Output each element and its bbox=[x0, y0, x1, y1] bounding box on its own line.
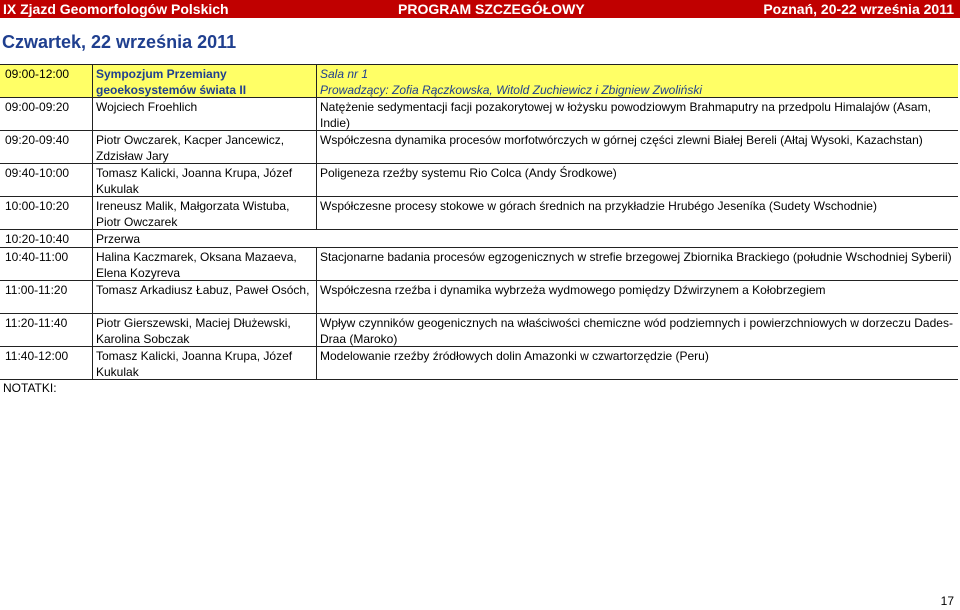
column-divider bbox=[92, 197, 93, 229]
talk-time: 11:00-11:20 bbox=[5, 283, 68, 297]
column-divider bbox=[92, 65, 93, 97]
talk-title: Współczesne procesy stokowe w górach średnich na przykładzie Hrubégo Jeseníka (Sudety Wschodnie) bbox=[320, 199, 877, 213]
column-divider bbox=[92, 281, 93, 313]
talk-row bbox=[0, 196, 958, 230]
talk-row bbox=[0, 97, 958, 131]
column-divider bbox=[92, 314, 93, 346]
talk-authors: Piotr Gierszewski, Maciej Dłużewski, Karolina Sobczak bbox=[96, 316, 291, 346]
column-divider bbox=[92, 248, 93, 280]
talk-row bbox=[0, 247, 958, 281]
page-number: 17 bbox=[940, 594, 954, 608]
talk-title: Wpływ czynników geogenicznych na właściwości chemiczne wód podziemnych i powierzchniowych w dorzeczu Dades-Draa (Maroko) bbox=[320, 316, 953, 346]
header-banner bbox=[0, 0, 960, 18]
column-divider bbox=[92, 98, 93, 130]
column-divider bbox=[92, 347, 93, 379]
session-room: Sala nr 1 bbox=[320, 67, 369, 81]
talk-title: Współczesna rzeźba i dynamika wybrzeża wydmowego pomiędzy Dźwirzynem a Kołobrzegiem bbox=[320, 283, 826, 297]
session-name: Sympozjum Przemiany geoekosystemów świata II bbox=[96, 67, 247, 97]
talk-authors: Halina Kaczmarek, Oksana Mazaeva, Elena Kozyreva bbox=[96, 250, 297, 280]
break-label: Przerwa bbox=[96, 232, 141, 246]
day-title: Czwartek, 22 września 2011 bbox=[2, 32, 237, 52]
talk-title: Współczesna dynamika procesów morfotwórczych w górnej części zlewni Białej Bereli (Ałtaj Wysoki, Kazachstan) bbox=[320, 133, 923, 147]
talk-time: 10:20-10:40 bbox=[5, 232, 70, 246]
column-divider bbox=[92, 131, 93, 163]
schedule-table bbox=[0, 65, 960, 380]
talk-authors: Tomasz Kalicki, Joanna Krupa, Józef Kukulak bbox=[96, 166, 293, 196]
talk-authors: Wojciech Froehlich bbox=[96, 100, 198, 114]
talk-authors: Ireneusz Malik, Małgorzata Wistuba, Piotr Owczarek bbox=[96, 199, 290, 229]
talk-time: 09:20-09:40 bbox=[5, 133, 70, 147]
talk-title: Modelowanie rzeźby źródłowych dolin Amazonki w czwartorzędzie (Peru) bbox=[320, 349, 709, 363]
column-divider bbox=[316, 131, 317, 163]
column-divider bbox=[316, 65, 317, 97]
talk-authors: Tomasz Arkadiusz Łabuz, Paweł Osóch, bbox=[96, 283, 310, 297]
column-divider bbox=[316, 248, 317, 280]
column-divider bbox=[316, 164, 317, 196]
talk-time: 09:40-10:00 bbox=[5, 166, 70, 180]
column-divider bbox=[316, 281, 317, 313]
column-divider bbox=[92, 164, 93, 196]
talk-rows bbox=[0, 97, 960, 380]
break-row bbox=[0, 229, 958, 248]
talk-time: 11:40-12:00 bbox=[5, 349, 69, 363]
talk-row bbox=[0, 313, 958, 347]
talk-time: 10:40-11:00 bbox=[5, 250, 69, 264]
column-divider bbox=[92, 230, 93, 247]
program-label: PROGRAM SZCZEGÓŁOWY bbox=[398, 1, 585, 17]
notes-label: NOTATKI: bbox=[3, 381, 57, 395]
talk-title: Natężenie sedymentacji facji pozakorytowej w łożysku powodziowym Brahmaputry na przedpolu Himalajów (Asam, Indie) bbox=[320, 100, 931, 130]
talk-authors: Piotr Owczarek, Kacper Jancewicz, Zdzisław Jary bbox=[96, 133, 285, 163]
talk-row bbox=[0, 346, 958, 380]
talk-authors: Tomasz Kalicki, Joanna Krupa, Józef Kukulak bbox=[96, 349, 293, 379]
talk-time: 11:20-11:40 bbox=[5, 316, 68, 330]
talk-title: Poligeneza rzeźby systemu Rio Colca (Andy Środkowe) bbox=[320, 166, 617, 180]
session-time: 09:00-12:00 bbox=[5, 67, 70, 81]
column-divider bbox=[316, 197, 317, 229]
session-row bbox=[0, 64, 958, 98]
talk-title: Stacjonarne badania procesów egzogenicznych w strefie brzegowej Zbiornika Brackiego (południe Wschodniej Syberii) bbox=[320, 250, 952, 264]
column-divider bbox=[316, 314, 317, 346]
talk-row bbox=[0, 163, 958, 197]
session-chair: Prowadzący: Zofia Rączkowska, Witold Zuchiewicz i Zbigniew Zwoliński bbox=[320, 83, 703, 97]
talk-row bbox=[0, 130, 958, 164]
talk-row bbox=[0, 280, 958, 314]
column-divider bbox=[316, 98, 317, 130]
conference-name: IX Zjazd Geomorfologów Polskich bbox=[3, 1, 229, 17]
talk-time: 09:00-09:20 bbox=[5, 100, 70, 114]
place-date: Poznań, 20-22 września 2011 bbox=[763, 1, 954, 17]
column-divider bbox=[316, 347, 317, 379]
talk-time: 10:00-10:20 bbox=[5, 199, 70, 213]
